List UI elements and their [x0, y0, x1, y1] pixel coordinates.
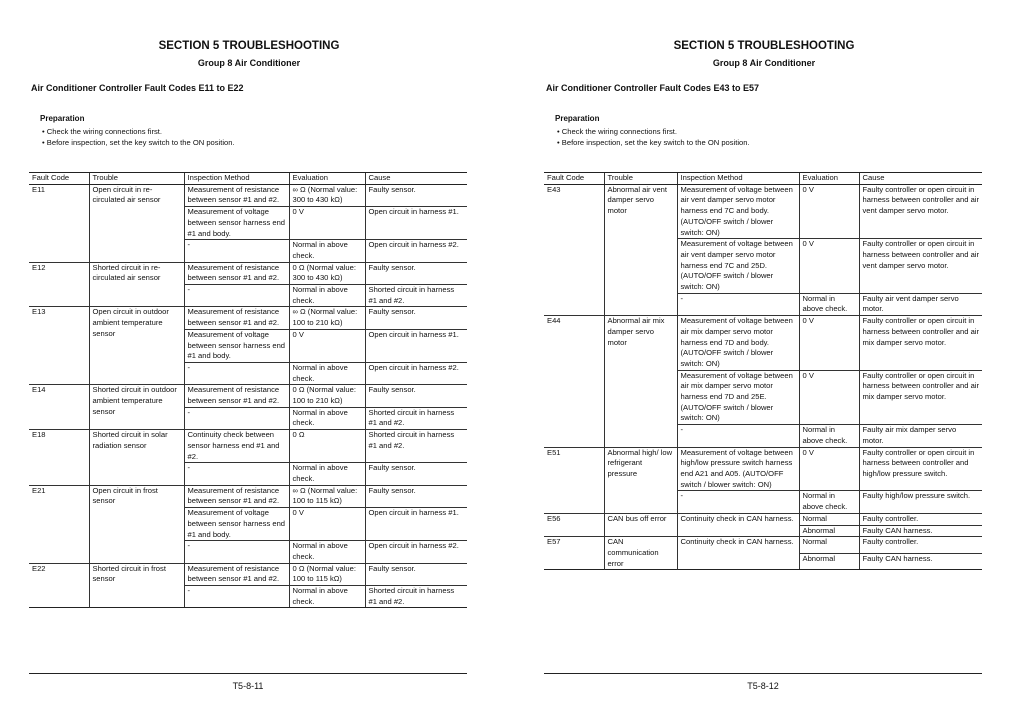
- cause: Shorted circuit in harness #1 and #2.: [365, 586, 467, 608]
- inspection-method: Continuity check in CAN harness.: [677, 513, 799, 536]
- fault-code-table: [544, 172, 982, 570]
- fault-code: E44: [544, 316, 604, 447]
- cause: Faulty sensor.: [365, 485, 467, 507]
- evaluation: Normal in above check.: [799, 425, 859, 447]
- column-header: Trouble: [604, 173, 677, 185]
- trouble: Shorted circuit in frost sensor: [89, 563, 184, 608]
- evaluation: Normal in above check.: [799, 491, 859, 513]
- cause: Open circuit in harness #1.: [365, 207, 467, 240]
- preparation-item: • Before inspection, set the key switch to the ON position.: [555, 138, 855, 149]
- evaluation: 0 Ω: [289, 430, 365, 463]
- table-row: [29, 262, 467, 284]
- column-header: Trouble: [89, 173, 184, 185]
- preparation-heading: Preparation: [555, 114, 600, 123]
- fault-code: E22: [29, 563, 89, 608]
- evaluation: Normal in above check.: [289, 463, 365, 485]
- table-row: [29, 307, 467, 329]
- trouble: Open circuit in frost sensor: [89, 485, 184, 563]
- evaluation: Normal: [799, 537, 859, 554]
- trouble: Abnormal air vent damper servo motor: [604, 184, 677, 315]
- trouble: Open circuit in re-circulated air sensor: [89, 184, 184, 262]
- group-title: Group 8 Air Conditioner: [197, 58, 301, 68]
- evaluation: ∞ Ω (Normal value: 100 to 115 kΩ): [289, 485, 365, 507]
- cause: Faulty sensor.: [365, 184, 467, 206]
- preparation-list: [555, 127, 855, 149]
- inspection-method: Continuity check in CAN harness.: [677, 537, 799, 570]
- fault-code: E51: [544, 447, 604, 513]
- evaluation: Normal: [799, 513, 859, 525]
- trouble: Shorted circuit in re-circulated air sensor: [89, 262, 184, 307]
- trouble: Abnormal high/ low refrigerant pressure: [604, 447, 677, 513]
- cause: Faulty controller.: [859, 537, 982, 554]
- inspection-method: -: [184, 240, 289, 262]
- cause: Shorted circuit in harness #1 and #2.: [365, 285, 467, 307]
- cause: Faulty sensor.: [365, 385, 467, 407]
- cause: Faulty sensor.: [365, 563, 467, 585]
- evaluation: Normal in above check.: [799, 293, 859, 315]
- fault-code: E43: [544, 184, 604, 315]
- column-header: Evaluation: [799, 173, 859, 185]
- evaluation: 0 V: [799, 447, 859, 491]
- table-row: [544, 316, 982, 371]
- inspection-method: Measurement of voltage between sensor harness end #1 and body.: [184, 207, 289, 240]
- cause: Faulty air mix damper servo motor.: [859, 425, 982, 447]
- fault-code: E18: [29, 430, 89, 486]
- trouble: Open circuit in outdoor ambient temperature sensor: [89, 307, 184, 385]
- inspection-method: -: [184, 586, 289, 608]
- column-header: Inspection Method: [184, 173, 289, 185]
- inspection-method: -: [677, 425, 799, 447]
- evaluation: 0 Ω (Normal value: 100 to 115 kΩ): [289, 563, 365, 585]
- fault-code: E56: [544, 513, 604, 536]
- evaluation: 0 V: [289, 207, 365, 240]
- table-row: [29, 563, 467, 585]
- inspection-method: Measurement of resistance between sensor #1 and #2.: [184, 184, 289, 206]
- section-title: SECTION 5 TROUBLESHOOTING: [158, 40, 340, 52]
- inspection-method: -: [184, 407, 289, 429]
- cause: Faulty sensor.: [365, 262, 467, 284]
- cause: Faulty controller or open circuit in harness between controller and air vent damper servo motor.: [859, 184, 982, 239]
- page-title: Air Conditioner Controller Fault Codes E11 to E22: [31, 83, 244, 93]
- fault-code: E11: [29, 184, 89, 262]
- column-header: Inspection Method: [677, 173, 799, 185]
- page-number: T5-8-12: [747, 681, 779, 691]
- inspection-method: Measurement of voltage between air vent damper servo motor harness end 7C and body. (AUTO/OFF switch / blower switch: ON): [677, 184, 799, 239]
- fault-code: E21: [29, 485, 89, 563]
- inspection-method: Measurement of voltage between air mix damper servo motor harness end 7D and 25E. (AUTO/OFF switch / blower switch: ON): [677, 370, 799, 425]
- inspection-method: Measurement of resistance between sensor #1 and #2.: [184, 307, 289, 329]
- preparation-heading: Preparation: [40, 114, 85, 123]
- fault-code-table: [29, 172, 467, 608]
- evaluation: Normal in above check.: [289, 285, 365, 307]
- column-header: Cause: [859, 173, 982, 185]
- inspection-method: Measurement of voltage between sensor harness end #1 and body.: [184, 508, 289, 541]
- fault-code: E57: [544, 537, 604, 570]
- cause: Open circuit in harness #2.: [365, 240, 467, 262]
- evaluation: 0 V: [799, 370, 859, 425]
- table-row: [29, 385, 467, 407]
- evaluation: ∞ Ω (Normal value: 300 to 430 kΩ): [289, 184, 365, 206]
- inspection-method: -: [184, 541, 289, 563]
- preparation-item: • Before inspection, set the key switch to the ON position.: [40, 138, 340, 149]
- evaluation: Normal in above check.: [289, 240, 365, 262]
- group-title: Group 8 Air Conditioner: [712, 58, 816, 68]
- footer-divider: [544, 673, 982, 674]
- evaluation: Normal in above check.: [289, 407, 365, 429]
- inspection-method: Measurement of voltage between high/low pressure switch harness end A21 and A05. (AUTO/OFF switch / blower switch: ON): [677, 447, 799, 491]
- cause: Faulty controller or open circuit in harness between controller and air mix damper servo motor.: [859, 370, 982, 425]
- column-header: Fault Code: [544, 173, 604, 185]
- table-row: [29, 485, 467, 507]
- inspection-method: Measurement of voltage between sensor harness end #1 and body.: [184, 329, 289, 362]
- cause: Faulty CAN harness.: [859, 553, 982, 570]
- cause: Open circuit in harness #1.: [365, 508, 467, 541]
- cause: Faulty air vent damper servo motor.: [859, 293, 982, 315]
- trouble: Shorted circuit in solar radiation sensor: [89, 430, 184, 486]
- evaluation: ∞ Ω (Normal value: 100 to 210 kΩ): [289, 307, 365, 329]
- cause: Faulty high/low pressure switch.: [859, 491, 982, 513]
- inspection-method: -: [677, 293, 799, 315]
- evaluation: 0 V: [799, 184, 859, 239]
- page-right: [544, 0, 984, 724]
- cause: Open circuit in harness #2.: [365, 541, 467, 563]
- table-row: [544, 537, 982, 554]
- cause: Shorted circuit in harness #1 and #2.: [365, 407, 467, 429]
- section-title: SECTION 5 TROUBLESHOOTING: [673, 40, 855, 52]
- page-number: T5-8-11: [232, 681, 264, 691]
- column-header: Cause: [365, 173, 467, 185]
- footer-divider: [29, 673, 467, 674]
- table-row: [29, 184, 467, 206]
- inspection-method: Measurement of resistance between sensor #1 and #2.: [184, 262, 289, 284]
- inspection-method: Measurement of resistance between sensor #1 and #2.: [184, 485, 289, 507]
- inspection-method: -: [677, 491, 799, 513]
- table-row: [29, 430, 467, 463]
- trouble: Abnormal air mix damper servo motor: [604, 316, 677, 447]
- page-left: [29, 0, 469, 724]
- column-header: Fault Code: [29, 173, 89, 185]
- inspection-method: Continuity check between sensor harness end #1 and #2.: [184, 430, 289, 463]
- inspection-method: Measurement of resistance between sensor #1 and #2.: [184, 385, 289, 407]
- cause: Faulty controller.: [859, 513, 982, 525]
- evaluation: 0 V: [289, 329, 365, 362]
- evaluation: 0 V: [799, 239, 859, 294]
- fault-code: E13: [29, 307, 89, 385]
- inspection-method: -: [184, 285, 289, 307]
- trouble: Shorted circuit in outdoor ambient temperature sensor: [89, 385, 184, 430]
- evaluation: Abnormal: [799, 553, 859, 570]
- preparation-list: [40, 127, 340, 149]
- trouble: CAN bus off error: [604, 513, 677, 536]
- inspection-method: Measurement of voltage between air mix damper servo motor harness end 7D and body. (AUTO/OFF switch / blower switch: ON): [677, 316, 799, 371]
- inspection-method: Measurement of voltage between air vent damper servo motor harness end 7C and 25D. (AUTO/OFF switch / blower switch: ON): [677, 239, 799, 294]
- inspection-method: -: [184, 463, 289, 485]
- table-header: [544, 173, 982, 185]
- cause: Faulty sensor.: [365, 307, 467, 329]
- table-row: [544, 447, 982, 491]
- page-title: Air Conditioner Controller Fault Codes E43 to E57: [546, 83, 760, 93]
- cause: Open circuit in harness #2.: [365, 362, 467, 384]
- column-header: Evaluation: [289, 173, 365, 185]
- cause: Open circuit in harness #1.: [365, 329, 467, 362]
- evaluation: Abnormal: [799, 525, 859, 537]
- evaluation: 0 Ω (Normal value: 100 to 210 kΩ): [289, 385, 365, 407]
- evaluation: 0 V: [799, 316, 859, 371]
- evaluation: Normal in above check.: [289, 586, 365, 608]
- fault-code: E14: [29, 385, 89, 430]
- preparation-item: • Check the wiring connections first.: [555, 127, 855, 138]
- cause: Faulty sensor.: [365, 463, 467, 485]
- cause: Shorted circuit in harness #1 and #2.: [365, 430, 467, 463]
- cause: Faulty controller or open circuit in harness between controller and high/low pressure switch.: [859, 447, 982, 491]
- cause: Faulty controller or open circuit in harness between controller and air mix damper servo motor.: [859, 316, 982, 371]
- inspection-method: Measurement of resistance between sensor #1 and #2.: [184, 563, 289, 585]
- fault-code: E12: [29, 262, 89, 307]
- table-row: [544, 513, 982, 525]
- cause: Faulty CAN harness.: [859, 525, 982, 537]
- table-row: [544, 184, 982, 239]
- inspection-method: -: [184, 362, 289, 384]
- table-header: [29, 173, 467, 185]
- trouble: CAN communication error: [604, 537, 677, 570]
- evaluation: Normal in above check.: [289, 541, 365, 563]
- evaluation: 0 V: [289, 508, 365, 541]
- preparation-item: • Check the wiring connections first.: [40, 127, 340, 138]
- evaluation: 0 Ω (Normal value: 300 to 430 kΩ): [289, 262, 365, 284]
- evaluation: Normal in above check.: [289, 362, 365, 384]
- cause: Faulty controller or open circuit in harness between controller and air vent damper servo motor.: [859, 239, 982, 294]
